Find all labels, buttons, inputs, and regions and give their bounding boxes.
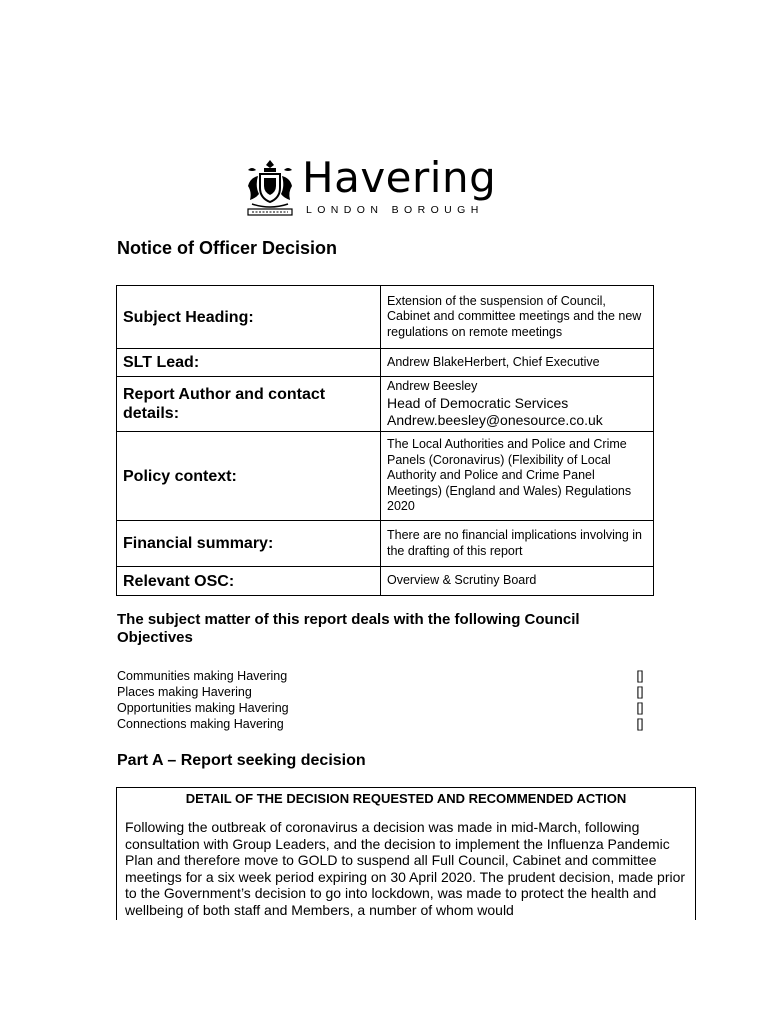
objective-label: Connections making Havering — [117, 717, 284, 731]
borough-crest-icon — [242, 156, 298, 218]
list-item — [117, 716, 647, 732]
row-value: Extension of the suspension of Council, Cabinet and committee meetings and the new regulations on remote meetings — [381, 286, 654, 349]
page-title: Notice of Officer Decision — [117, 238, 338, 258]
table-row — [117, 521, 654, 567]
row-label: Subject Heading: — [117, 286, 381, 349]
row-value — [381, 377, 654, 432]
list-item — [117, 684, 647, 700]
row-value: There are no financial implications involving in the drafting of this report — [381, 521, 654, 567]
havering-logo — [242, 152, 522, 222]
logo-subtitle: LONDON BOROUGH — [306, 204, 484, 216]
decision-info-table — [116, 285, 654, 596]
table-row — [117, 286, 654, 349]
objective-label: Opportunities making Havering — [117, 701, 289, 715]
table-row — [117, 567, 654, 596]
detail-body: Following the outbreak of coronavirus a decision was made in mid-March, following consultation with Group Leaders, and the decision to implement the Influenza Pandemic Plan and therefore move to GOLD to suspend all Full Council, Cabinet and committee meetings for a six week period expiring on 30 April 2020. The prudent decision, made prior to the Government’s decision to go into lockdown, was made to protect the health and wellbeing of both staff and Members, a number of whom would — [125, 819, 686, 918]
author-role: Head of Democratic Services — [387, 394, 569, 411]
objective-label: Communities making Havering — [117, 669, 288, 683]
objective-checkbox: [] — [636, 685, 644, 699]
decision-detail-box — [116, 787, 696, 920]
row-label: Financial summary: — [117, 521, 381, 567]
row-label: Report Author and contact details: — [117, 377, 381, 432]
logo-wordmark: Havering — [302, 153, 497, 202]
author-email: Andrew.beesley@onesource.co.uk — [387, 411, 603, 428]
row-value: The Local Authorities and Police and Crime Panels (Coronavirus) (Flexibility of Local Authority and Police and Crime Panel Meetings) (England and Wales) Regulations 2020 — [381, 432, 654, 521]
table-row — [117, 349, 654, 377]
list-item — [117, 668, 647, 684]
objective-label: Places making Havering — [117, 685, 252, 699]
row-label: SLT Lead: — [117, 349, 381, 377]
detail-heading: DETAIL OF THE DECISION REQUESTED AND RECOMMENDED ACTION — [185, 791, 627, 806]
author-name: Andrew Beesley — [387, 379, 478, 394]
part-a-heading: Part A – Report seeking decision — [117, 752, 366, 769]
objective-checkbox: [] — [636, 701, 644, 715]
objective-checkbox: [] — [636, 669, 644, 683]
objectives-list — [117, 668, 647, 732]
row-value: Andrew BlakeHerbert, Chief Executive — [381, 349, 654, 377]
list-item — [117, 700, 647, 716]
objective-checkbox: [] — [636, 717, 644, 731]
row-value: Overview & Scrutiny Board — [381, 567, 654, 596]
row-label: Relevant OSC: — [117, 567, 381, 596]
table-row — [117, 432, 654, 521]
table-row — [117, 377, 654, 432]
objectives-heading: The subject matter of this report deals with the following Council Objectives — [117, 611, 580, 646]
row-label: Policy context: — [117, 432, 381, 521]
